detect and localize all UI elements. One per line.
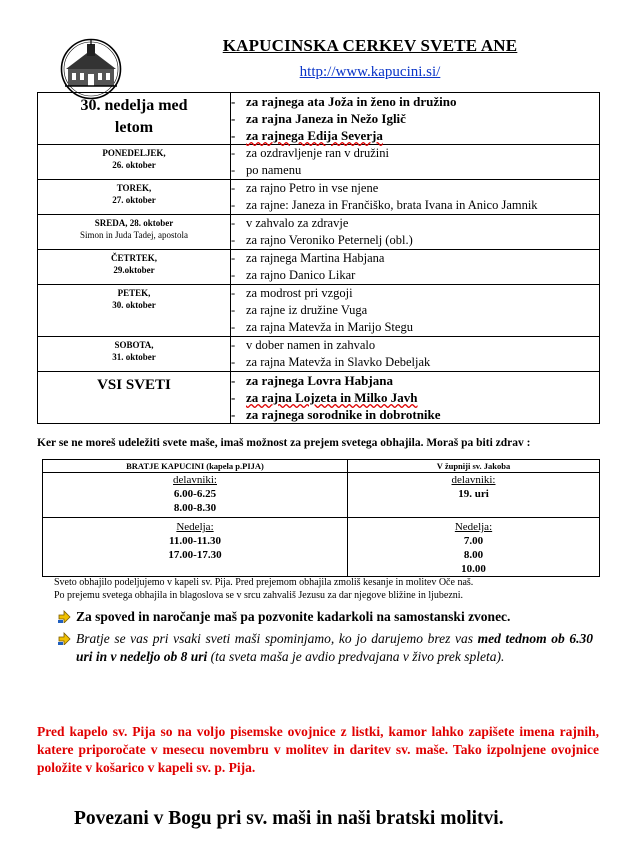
mass-intention-text: za rajna Lojzeta in Milko Javh xyxy=(246,390,418,405)
schedule-intentions-cell xyxy=(231,180,600,215)
day-name: TOREK, xyxy=(116,183,152,193)
sunday-label: Nedelja: xyxy=(454,521,493,533)
mass-intention-text: za rajnega sorodnike in dobrotnike xyxy=(246,407,441,422)
mass-intention: - za rajnega ata Joža in ženo in družino xyxy=(231,94,457,109)
mass-intention: - za rajnega Martina Habjana xyxy=(231,251,385,265)
communion-left-header: BRATJE KAPUCINI (kapela p.PIJA) xyxy=(43,460,348,473)
schedule-intentions-cell xyxy=(231,285,600,337)
mass-intention: - za modrost pri vzgoji xyxy=(231,286,353,300)
day-date: 29.oktober xyxy=(113,265,155,275)
schedule-day-cell xyxy=(38,372,231,424)
schedule-day-cell xyxy=(38,145,231,180)
schedule-row xyxy=(38,250,600,285)
schedule-day-cell xyxy=(38,215,231,250)
schedule-day-cell xyxy=(38,285,231,337)
schedule-row xyxy=(38,285,600,337)
bullet-remembrance-note: (ta sveta maša je avdio predvajana v živo prek spleta). xyxy=(207,649,505,664)
bullet-arrow-icon xyxy=(58,632,71,645)
mass-intention-text: za rajnega ata Joža in ženo in družino xyxy=(246,94,457,109)
closing-line: Povezani v Bogu pri sv. maši in naši bratski molitvi. xyxy=(74,808,504,829)
schedule-row xyxy=(38,337,600,372)
mass-intention-text: za rajna Matevža in Slavko Debeljak xyxy=(246,355,431,369)
communion-right-header: V župniji sv. Jakoba xyxy=(348,460,600,473)
communion-paragraph-1: Sveto obhajilo podeljujemo v kapeli sv. Pija. Pred prejemom obhajila zmoliš kesanje in molitev Oče naš. xyxy=(54,577,474,588)
bullet-remembrance-times: med tednom ob 6.30 uri in v nedeljo ob 8 uri xyxy=(76,631,593,664)
mass-intention-text: za modrost pri vzgoji xyxy=(246,286,353,300)
mass-intention: - za rajna Janeza in Nežo Iglič xyxy=(231,111,406,126)
schedule-day-cell xyxy=(38,337,231,372)
bullet-confession-text: Za spoved in naročanje maš pa pozvonite kadarkoli na samostanski zvonec. xyxy=(76,609,511,624)
mass-intention: - za rajnega Edija Severja xyxy=(231,128,383,143)
mass-intention-text: za rajne: Janeza in Frančiško, brata Ivana in Anico Jamnik xyxy=(246,198,538,212)
bullet-arrow-icon xyxy=(58,610,71,623)
mass-intention-text: v zahvalo za zdravje xyxy=(246,216,349,230)
day-date: 30. oktober xyxy=(112,300,156,310)
right-sunday-time: 7.00 xyxy=(463,535,484,547)
day-name: PONEDELJEK, xyxy=(102,148,166,158)
mass-intention-text: za rajnega Martina Habjana xyxy=(246,251,385,265)
left-weekday-time: 6.00-6.25 xyxy=(173,488,217,500)
schedule-intentions-cell xyxy=(231,337,600,372)
communion-note: Ker se ne moreš udeležiti svete maše, imaš možnost za prejem svetega obhajila. Moraš pa biti zdrav : xyxy=(37,437,531,449)
schedule-intentions-cell xyxy=(231,93,600,145)
communion-times-table xyxy=(42,459,600,577)
mass-intention-text: za rajne iz družine Vuga xyxy=(246,303,368,317)
day-name: SREDA, 28. oktober xyxy=(94,218,174,228)
weekday-label: delavniki: xyxy=(451,474,496,486)
schedule-intentions-cell xyxy=(231,372,600,424)
day-date: 27. oktober xyxy=(112,195,156,205)
mass-intention: - za rajno Danico Likar xyxy=(231,268,356,282)
right-weekday-time: 19. uri xyxy=(458,488,489,500)
schedule-day-cell xyxy=(38,250,231,285)
weekday-label: delavniki: xyxy=(173,474,217,486)
mass-intention: - za ozdravljenje ran v družini xyxy=(231,146,389,160)
mass-intention-text: za ozdravljenje ran v družini xyxy=(246,146,389,160)
schedule-row xyxy=(38,372,600,424)
schedule-intentions-cell xyxy=(231,250,600,285)
schedule-row xyxy=(38,215,600,250)
bullet-list xyxy=(58,608,593,670)
mass-intention: - za rajnega sorodnike in dobrotnike xyxy=(231,407,441,422)
mass-schedule-table xyxy=(37,92,600,424)
page-title: KAPUCINSKA CERKEV SVETE ANE xyxy=(222,36,518,55)
schedule-row xyxy=(38,93,600,145)
envelope-notice: Pred kapelo sv. Pija so na voljo pisemske ovojnice z listki, kamor lahko zapišete imena rajnih, katere priporočate v mesecu novembru v molitev in daritev sv. maše. Tako izpolnjene ovojnice položite v košarico v kapeli sv. p. Pija. xyxy=(37,724,599,775)
mass-intention: - po namenu xyxy=(231,163,302,177)
sunday-label: Nedelja: xyxy=(176,521,214,533)
mass-intention: - za rajna Matevža in Marijo Stegu xyxy=(231,320,413,334)
right-sunday-time: 8.00 xyxy=(463,549,484,561)
schedule-row xyxy=(38,180,600,215)
mass-intention-text: za rajna Janeza in Nežo Iglič xyxy=(246,111,406,126)
day-feast: Simon in Juda Tadej, apostola xyxy=(80,230,188,240)
mass-intention: - za rajne iz družine Vuga xyxy=(231,303,368,317)
mass-intention: - za rajna Lojzeta in Milko Javh xyxy=(231,390,418,405)
mass-intention-text: za rajno Danico Likar xyxy=(246,268,356,282)
mass-intention-text: za rajno Petro in vse njene xyxy=(246,181,379,195)
mass-intention-text: po namenu xyxy=(246,163,302,177)
bullet-item xyxy=(58,608,593,626)
mass-intention: - za rajno Veroniko Peternelj (obl.) xyxy=(231,233,413,247)
day-date: 26. oktober xyxy=(112,160,156,170)
communion-paragraph-2: Po prejemu svetega obhajila in blagoslova se v srcu zahvališ Jezusu za dar njegove bližine in ljubezni. xyxy=(54,590,464,601)
mass-intention-text: za rajna Matevža in Marijo Stegu xyxy=(246,320,413,334)
bullet-item xyxy=(58,630,593,666)
mass-intention: - za rajne: Janeza in Frančiško, brata Ivana in Anico Jamnik xyxy=(231,198,538,212)
mass-intention: - za rajna Matevža in Slavko Debeljak xyxy=(231,355,431,369)
schedule-intentions-cell xyxy=(231,215,600,250)
website-link[interactable]: http://www.kapucini.si/ xyxy=(299,64,441,80)
day-name: 30. nedelja med letom xyxy=(80,97,188,136)
schedule-day-cell xyxy=(38,93,231,145)
day-name: SOBOTA, xyxy=(114,340,154,350)
left-sunday-time: 11.00-11.30 xyxy=(169,535,221,547)
schedule-intentions-cell xyxy=(231,145,600,180)
left-weekday-time: 8.00-8.30 xyxy=(173,502,217,514)
mass-intention-text: v dober namen in zahvalo xyxy=(246,338,376,352)
mass-intention: - v zahvalo za zdravje xyxy=(231,216,349,230)
left-sunday-time: 17.00-17.30 xyxy=(168,549,222,561)
mass-intention: - za rajno Petro in vse njene xyxy=(231,181,379,195)
bullet-remembrance-text: Bratje se vas pri vsaki sveti maši spominjamo, ko jo darujemo brez vas xyxy=(76,631,478,646)
church-logo xyxy=(60,38,122,100)
schedule-row xyxy=(38,145,600,180)
day-date: 31. oktober xyxy=(112,352,156,362)
mass-intention-text: za rajnega Lovra Habjana xyxy=(246,373,393,388)
schedule-day-cell xyxy=(38,180,231,215)
day-name: ČETRTEK, xyxy=(111,253,157,263)
right-sunday-time: 10.00 xyxy=(461,563,486,575)
mass-intention: - za rajnega Lovra Habjana xyxy=(231,373,393,388)
mass-intention-text: za rajno Veroniko Peternelj (obl.) xyxy=(246,233,413,247)
mass-intention: - v dober namen in zahvalo xyxy=(231,338,376,352)
day-name: PETEK, xyxy=(117,288,151,298)
mass-intention-text: za rajnega Edija Severja xyxy=(246,128,383,143)
day-name: VSI SVETI xyxy=(97,377,171,393)
